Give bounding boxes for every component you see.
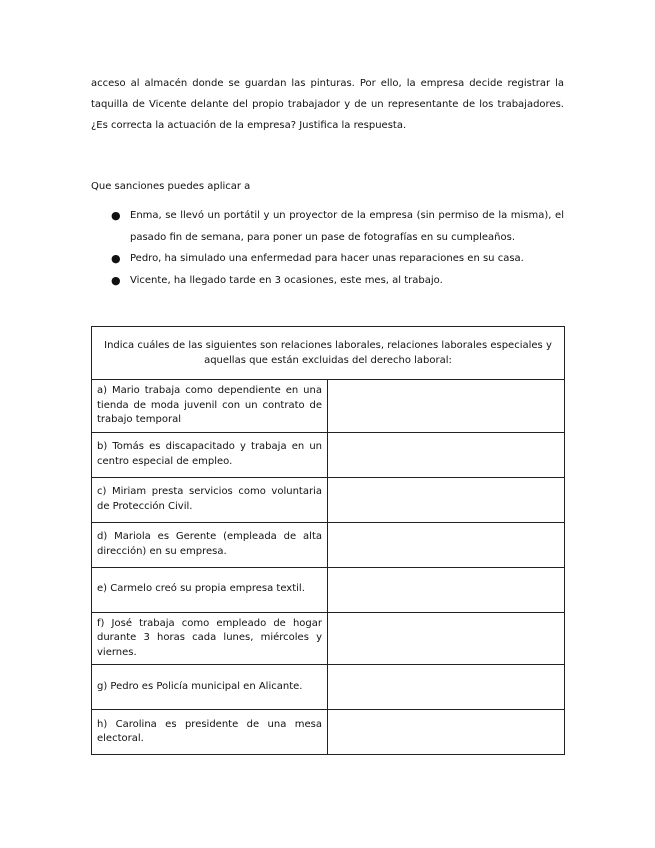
table-row xyxy=(92,665,565,710)
table-row xyxy=(92,710,565,755)
table-row xyxy=(92,522,565,567)
answer-cell[interactable] xyxy=(328,612,565,665)
statement-cell: a) Mario trabaja como dependiente en una tienda de moda juvenil con un contrato de trabajo temporal xyxy=(92,380,328,433)
sanction-item-vicente xyxy=(91,270,564,292)
statement-cell: c) Miriam presta servicios como voluntaria de Protección Civil. xyxy=(92,477,328,522)
statement-cell: h) Carolina es presidente de una mesa electoral. xyxy=(92,710,328,755)
table-row xyxy=(92,477,565,522)
statement-cell: b) Tomás es discapacitado y trabaja en un centro especial de empleo. xyxy=(92,432,328,477)
sanction-text: Pedro, ha simulado una enfermedad para hacer unas reparaciones en su casa. xyxy=(130,253,524,264)
intro-paragraph: acceso al almacén donde se guardan las pinturas. Por ello, la empresa decide registrar la taquilla de Vicente delante del propio trabajador y de un representante de los trabajadores. ¿Es correcta la actuación de la empresa? Justifica la respuesta. xyxy=(91,78,564,131)
table-row xyxy=(92,612,565,665)
statement-cell: f) José trabaja como empleado de hogar durante 3 horas cada lunes, miércoles y viernes. xyxy=(92,612,328,665)
statement-cell: e) Carmelo creó su propia empresa textil. xyxy=(92,567,328,612)
sanctions-heading: Que sanciones puedes aplicar a xyxy=(91,181,251,192)
table-row xyxy=(92,567,565,612)
answer-cell[interactable] xyxy=(328,710,565,755)
table-row xyxy=(92,380,565,433)
bullet-icon: ● xyxy=(111,252,121,265)
bullet-icon: ● xyxy=(111,273,121,287)
answer-cell[interactable] xyxy=(328,477,565,522)
sanction-item-enma xyxy=(91,205,564,248)
answer-cell[interactable] xyxy=(328,665,565,710)
answer-cell[interactable] xyxy=(328,432,565,477)
sanction-text: Enma, se llevó un portátil y un proyector de la empresa (sin permiso de la misma), el pasado fin de semana, para poner un pase de fotografías en su cumpleaños. xyxy=(130,210,564,243)
table-row xyxy=(92,432,565,477)
answer-cell[interactable] xyxy=(328,380,565,433)
sanction-text: Vicente, ha llegado tarde en 3 ocasiones, este mes, al trabajo. xyxy=(130,274,443,286)
answer-cell[interactable] xyxy=(328,567,565,612)
sanction-item-pedro xyxy=(91,248,564,270)
statement-cell: g) Pedro es Policía municipal en Alicante. xyxy=(92,665,328,710)
table-header: Indica cuáles de las siguientes son relaciones laborales, relaciones laborales especiales y aquellas que están excluidas del derecho laboral: xyxy=(92,327,565,380)
sanctions-list xyxy=(91,205,564,291)
statement-cell: d) Mariola es Gerente (empleada de alta dirección) en su empresa. xyxy=(92,522,328,567)
answer-cell[interactable] xyxy=(328,522,565,567)
labor-relations-table xyxy=(91,326,565,755)
bullet-icon: ● xyxy=(111,209,121,222)
